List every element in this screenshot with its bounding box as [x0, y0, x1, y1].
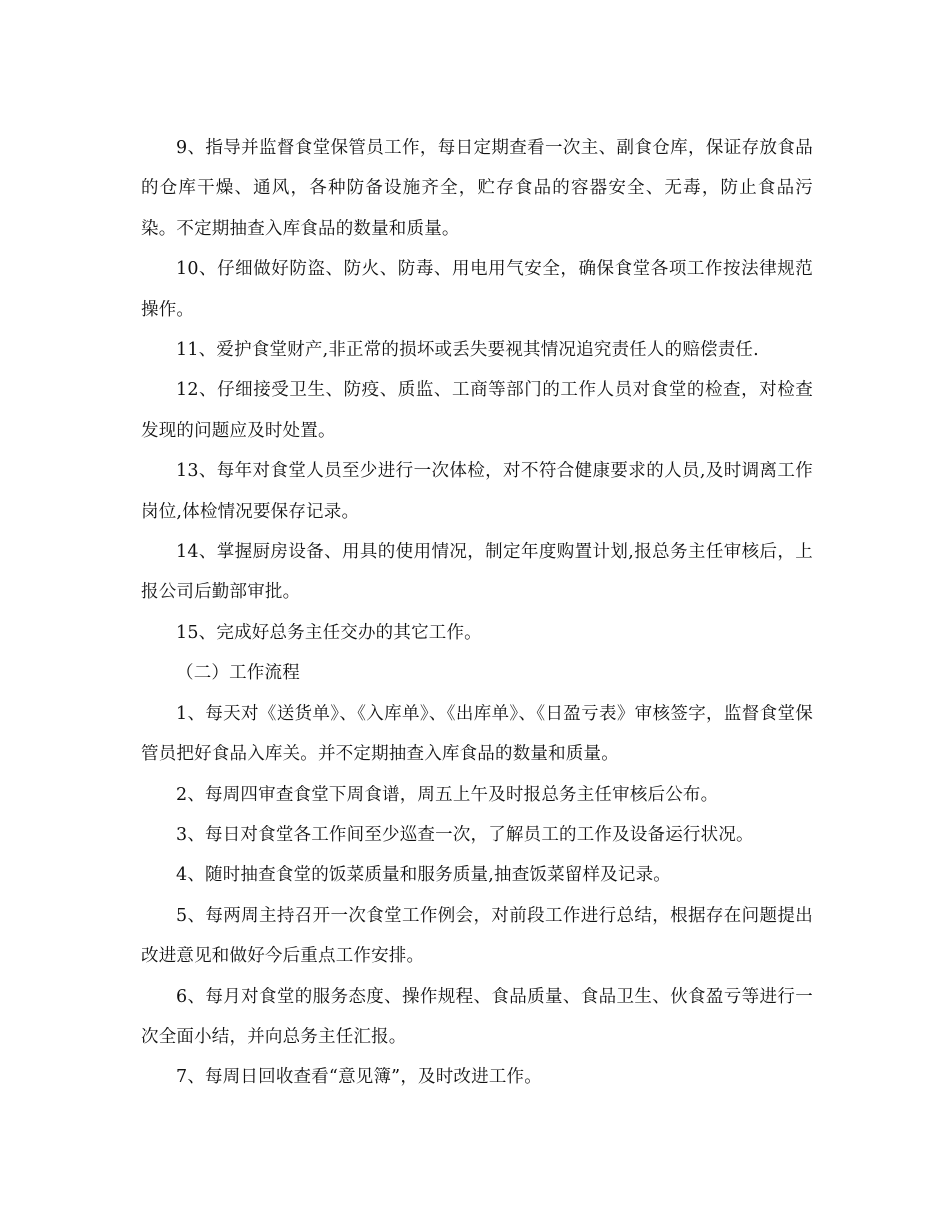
paragraph-item-9: 9、指导并监督食堂保管员工作，每日定期查看一次主、副食仓库，保证存放食品的仓库干燥、通风，各种防备设施齐全，贮存食品的容器安全、无毒，防止食品污染。不定期抽查入库食品的数量和质量。	[141, 138, 813, 239]
workflow-item-5: 5、每两周主持召开一次食堂工作例会，对前段工作进行总结，根据存在问题提出改进意见和做好今后重点工作安排。	[141, 905, 813, 967]
workflow-item-7: 7、每周日回收查看“意见簿”，及时改进工作。	[176, 1067, 542, 1088]
workflow-item-1: 1、每天对《送货单》、《入库单》、《出库单》、《日盈亏表》审核签字，监督食堂保管员把好食品入库关。并不定期抽查入库食品的数量和质量。	[141, 703, 813, 765]
workflow-item-4: 4、随时抽查食堂的饭菜质量和服务质量,抽查饭菜留样及记录。	[176, 865, 671, 886]
workflow-item-6: 6、每月对食堂的服务态度、操作规程、食品质量、食品卫生、伙食盈亏等进行一次全面小结，并向总务主任汇报。	[141, 986, 813, 1047]
workflow-item-3: 3、每日对食堂各工作间至少巡查一次，了解员工的工作及设备运行状况。	[176, 824, 754, 845]
section-heading-workflow: （二）工作流程	[176, 663, 300, 684]
paragraph-item-11: 11、爱护食堂财产,非正常的损坏或丢失要视其情况追究责任人的赔偿责任.	[176, 340, 759, 361]
workflow-item-2: 2、每周四审查食堂下周食谱，周五上午及时报总务主任审核后公布。	[176, 784, 719, 805]
paragraph-item-14: 14、掌握厨房设备、用具的使用情况，制定年度购置计划,报总务主任审核后，上报公司后勤部审批。	[141, 542, 813, 603]
document-body	[141, 128, 813, 1098]
paragraph-item-12: 12、仔细接受卫生、防疫、质监、工商等部门的工作人员对食堂的检查，对检查发现的问题应及时处置。	[141, 380, 813, 441]
paragraph-item-10: 10、仔细做好防盗、防火、防毒、用电用气安全，确保食堂各项工作按法律规范操作。	[141, 259, 813, 320]
paragraph-item-13: 13、每年对食堂人员至少进行一次体检，对不符合健康要求的人员,及时调离工作岗位,体检情况要保存记录。	[141, 461, 813, 522]
paragraph-item-15: 15、完成好总务主任交办的其它工作。	[176, 622, 482, 643]
